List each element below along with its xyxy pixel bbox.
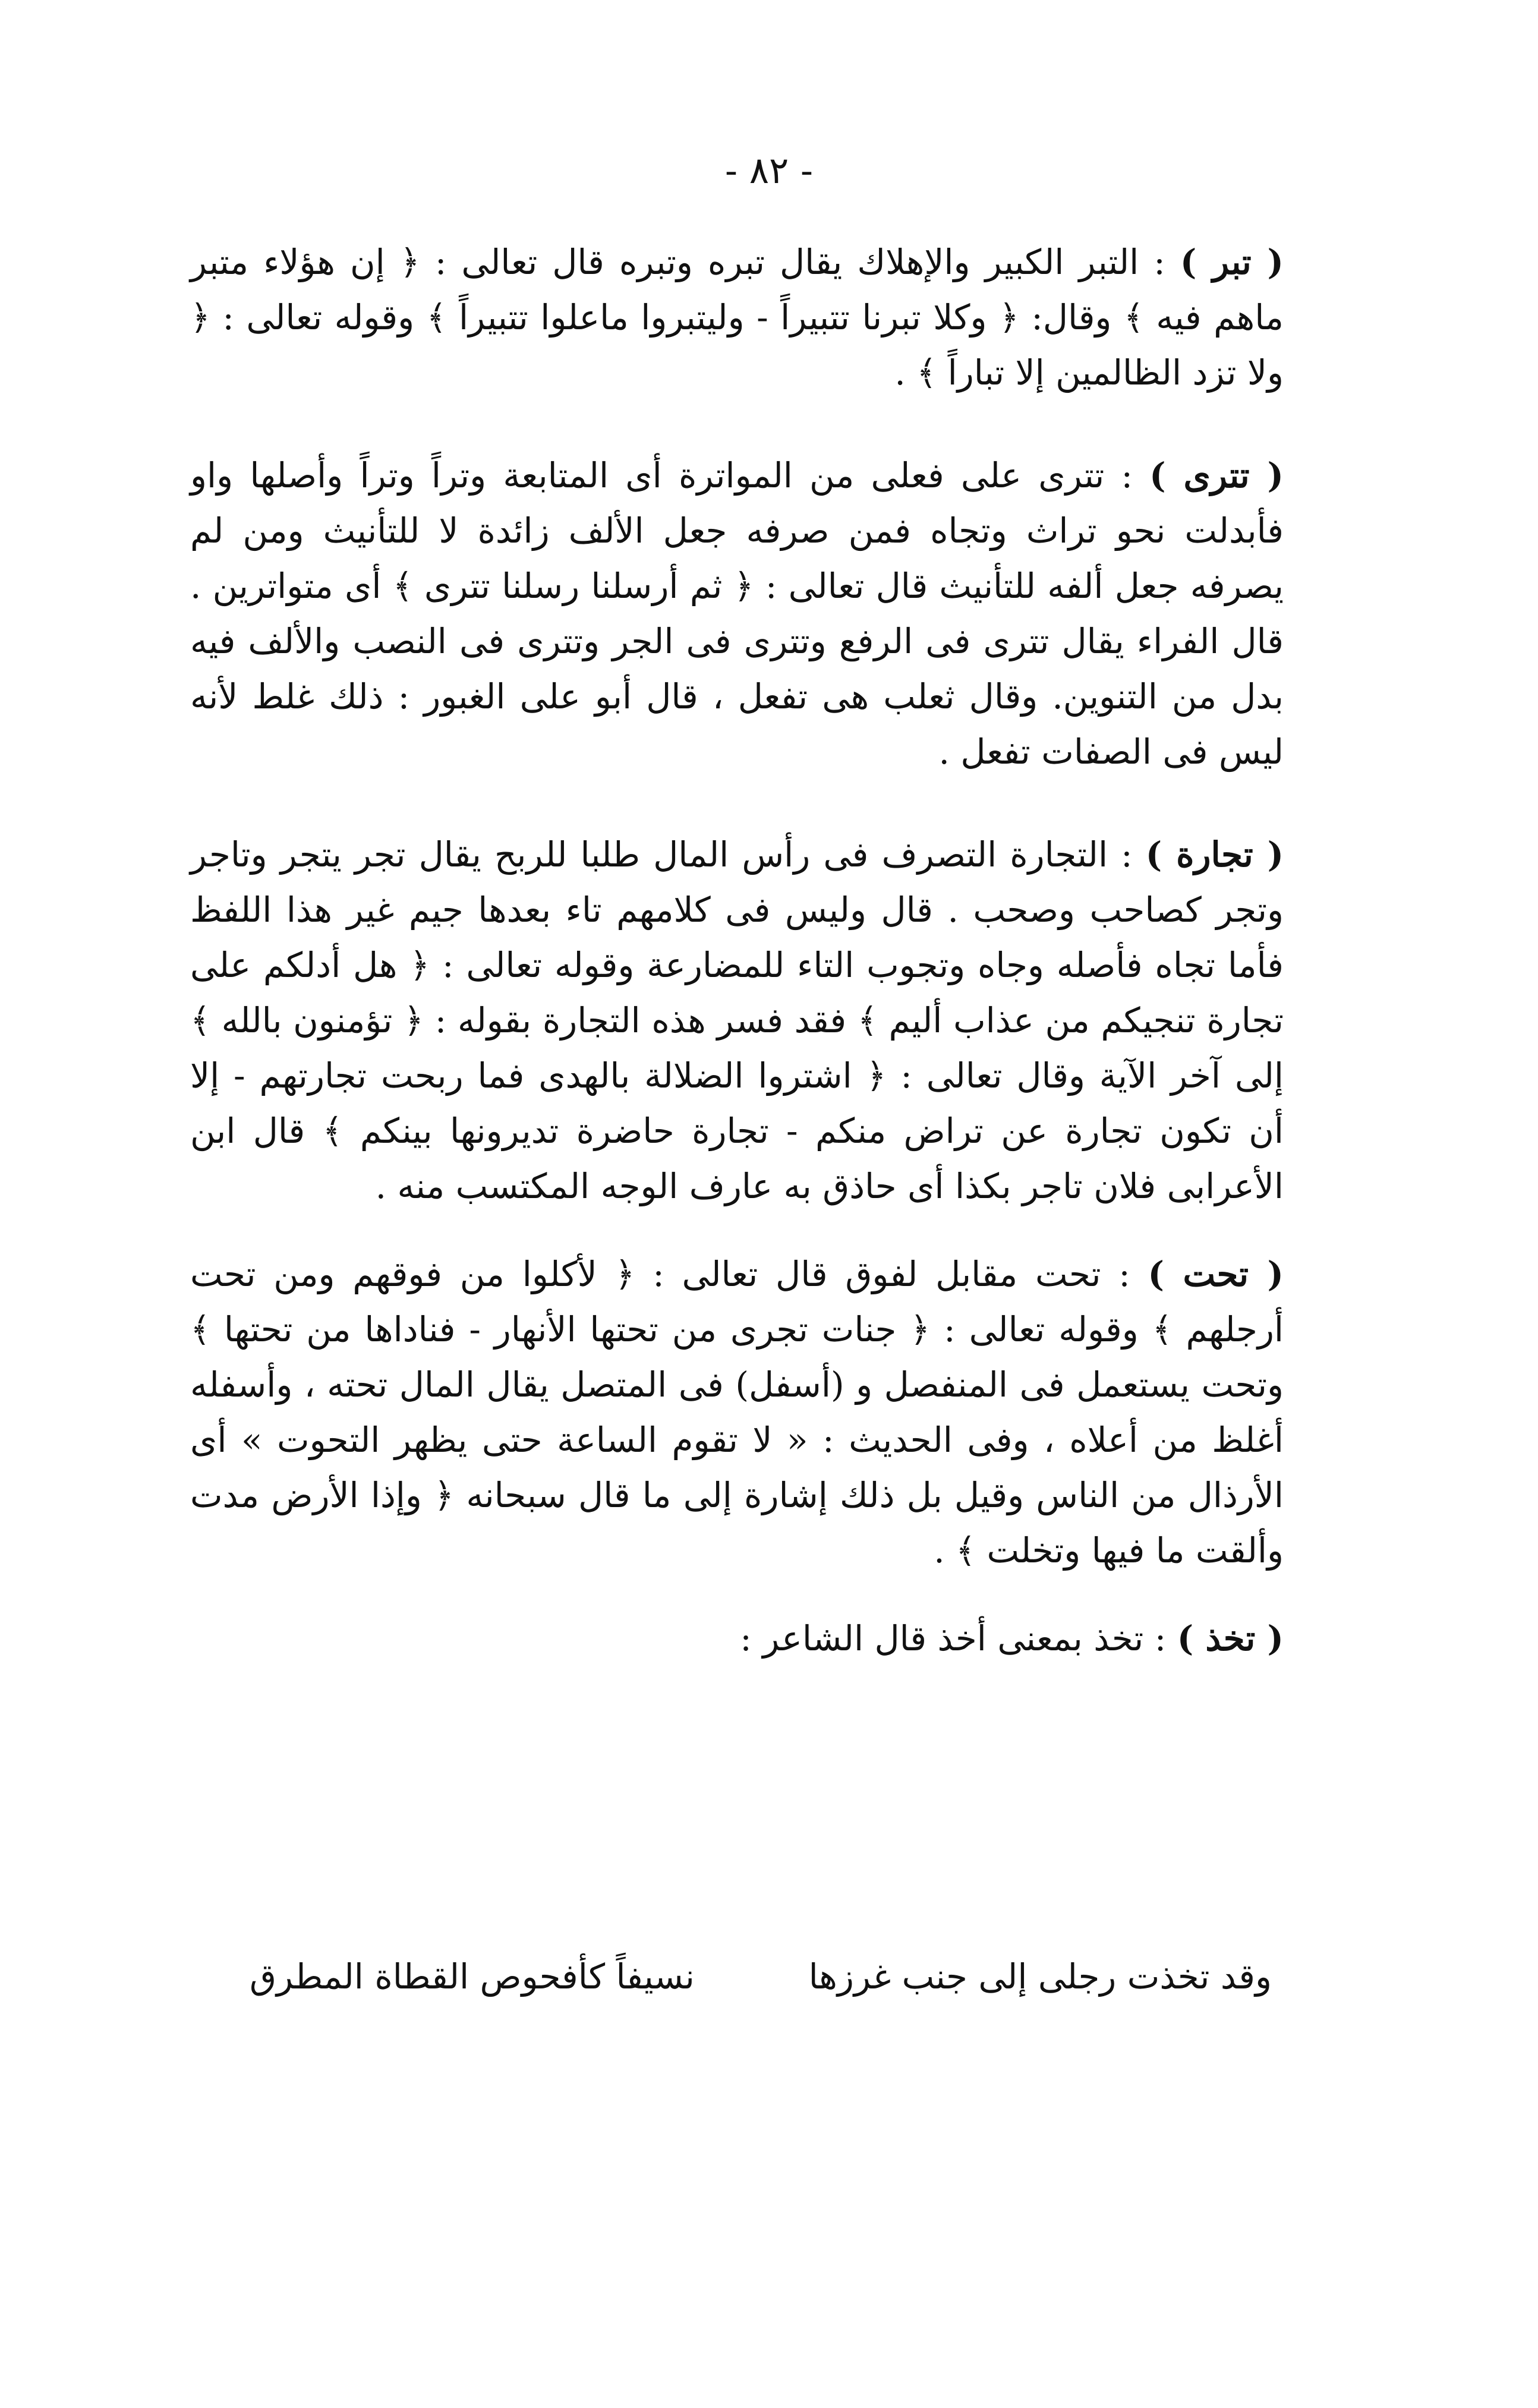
entry-text: : التجارة التصرف فى رأس المال طلبا للربح يقال تجر يتجر وتاجر وتجر كصاحب وصحب . قال وليس فى كلامهم تاء بعدها جيم غير هذا اللفظ فأما تجاه فأصله وجاه وتجوب التاء للمضارعة وقوله تعالى : ﴿ هل أدلكم على تجارة تنجيكم من عذاب أليم ﴾ فقد فسر هذه التجارة بقوله : ﴿ تؤمنون بالله ﴾ إلى آخر الآية وقال تعالى : ﴿ اشتروا الضلالة بالهدى فما ربحت تجارتهم - إلا أن تكون تجارة عن تراض منكم - تجارة حاضرة تديرونها بينكم ﴾ قال ابن الأعرابى فلان تاجر بكذا أى حاذق به عارف الوجه المكتسب منه . [190,834,1284,1206]
entry-tijara [190,827,1331,1214]
verse-first-hemistich: وقد تخذت رجلى إلى جنب غرزها [808,1956,1272,1997]
entry-head: ( تترى ) [1149,455,1284,496]
entry-text: : التبر الكبير والإهلاك يقال تبره وتبره قال تعالى : ﴿ إن هؤلاء متبر ماهم فيه ﴾ وقال: ﴿ وكلا تبرنا تتبيراً - وليتبروا ماعلوا تتبيراً ﴾ وقوله تعالى : ﴿ ولا تزد الظالمين إلا تباراً ﴾ . [190,242,1284,393]
dictionary-body [190,235,1331,1699]
entry-takhidha [190,1611,1331,1666]
verse-second-hemistich: نسيفاً كأفحوص القطاة المطرق [250,1956,695,1997]
entry-head: ( تبر ) [1180,242,1284,282]
entry-tabr [190,235,1331,401]
entry-head: ( تخذ ) [1177,1618,1284,1659]
entry-taht [190,1247,1331,1578]
entry-head: ( تجارة ) [1145,834,1284,875]
entry-head: ( تحت ) [1148,1254,1284,1294]
poetry-verse [250,1949,1272,2004]
page-number: - ٨٢ - [725,149,813,192]
entry-text: : تحت مقابل لفوق قال تعالى : ﴿ لأكلوا من فوقهم ومن تحت أرجلهم ﴾ وقوله تعالى : ﴿ جنات تجرى من تحتها الأنهار - فناداها من تحتها ﴾ وتحت يستعمل فى المنفصل و (أسفل) فى المتصل يقال المال تحته ، وأسفله أغلظ من أعلاه ، وفى الحديث : « لا تقوم الساعة حتى يظهر التحوت » أى الأرذال من الناس وقيل بل ذلك إشارة إلى ما قال سبحانه ﴿ وإذا الأرض مدت وألقت ما فيها وتخلت ﴾ . [190,1254,1284,1571]
entry-text: : تترى على فعلى من المواترة أى المتابعة وتراً وتراً وأصلها واو فأبدلت نحو تراث وتجاه فمن صرفه جعل الألف زائدة لا للتأنيث ومن لم يصرفه جعل ألفه للتأنيث قال تعالى : ﴿ ثم أرسلنا رسلنا تترى ﴾ أى متواترين . قال الفراء يقال تترى فى الرفع وتترى فى الجر وتترى فى النصب والألف فيه بدل من التنوين. وقال ثعلب هى تفعل ، قال أبو على الغبور : ذلك غلط لأنه ليس فى الصفات تفعل . [190,455,1284,772]
entry-text: : تخذ بمعنى أخذ قال الشاعر : [740,1618,1177,1659]
entry-tatra [190,448,1331,780]
